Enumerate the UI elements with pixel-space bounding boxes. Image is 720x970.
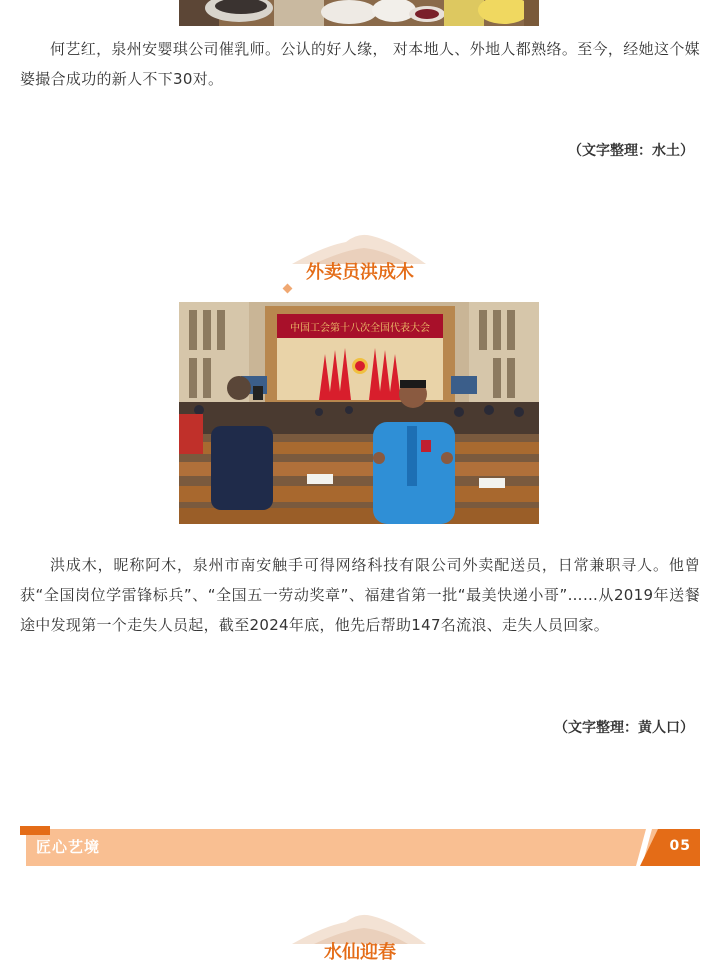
- banner-corner-accent: [20, 826, 50, 835]
- section-title-hong-chengmu: 外卖员洪成木: [306, 262, 414, 283]
- great-hall-photo: [179, 302, 539, 524]
- paragraph-hong-chengmu: 洪成木，昵称阿木，泉州市南安触手可得网络科技有限公司外卖配送员，日常兼职寻人。他曾获“全国岗位学雷锋标兵”、“全国五一劳动奖章”、福建省第一批“最美快递小哥”……从2019年送餐途中发现第一个走失人员起，截至2024年底，他先后帮助147名流浪、走失人员回家。: [20, 556, 700, 634]
- chapter-label: 匠心艺境: [36, 838, 101, 856]
- credit-huangrenkou: （文字整理：黄人口）: [554, 720, 694, 736]
- credit-shuitu: （文字整理：水土）: [568, 143, 694, 159]
- banner-bar: [26, 829, 700, 866]
- diamond-decoration: [283, 284, 293, 294]
- photo-banner-text: 中国工会第十八次全国代表大会: [290, 323, 430, 334]
- chapter-banner: [20, 826, 700, 866]
- food-photo: [179, 0, 539, 26]
- paragraph-he-yihong: 何艺红，泉州安婴琪公司催乳师。公认的好人缘， 对本地人、外地人都熟络。至今，经她这个媒婆撮合成功的新人不下30对。: [20, 40, 700, 88]
- section-title-shuixian: 水仙迎春: [324, 942, 396, 963]
- chapter-number: 05: [669, 838, 691, 854]
